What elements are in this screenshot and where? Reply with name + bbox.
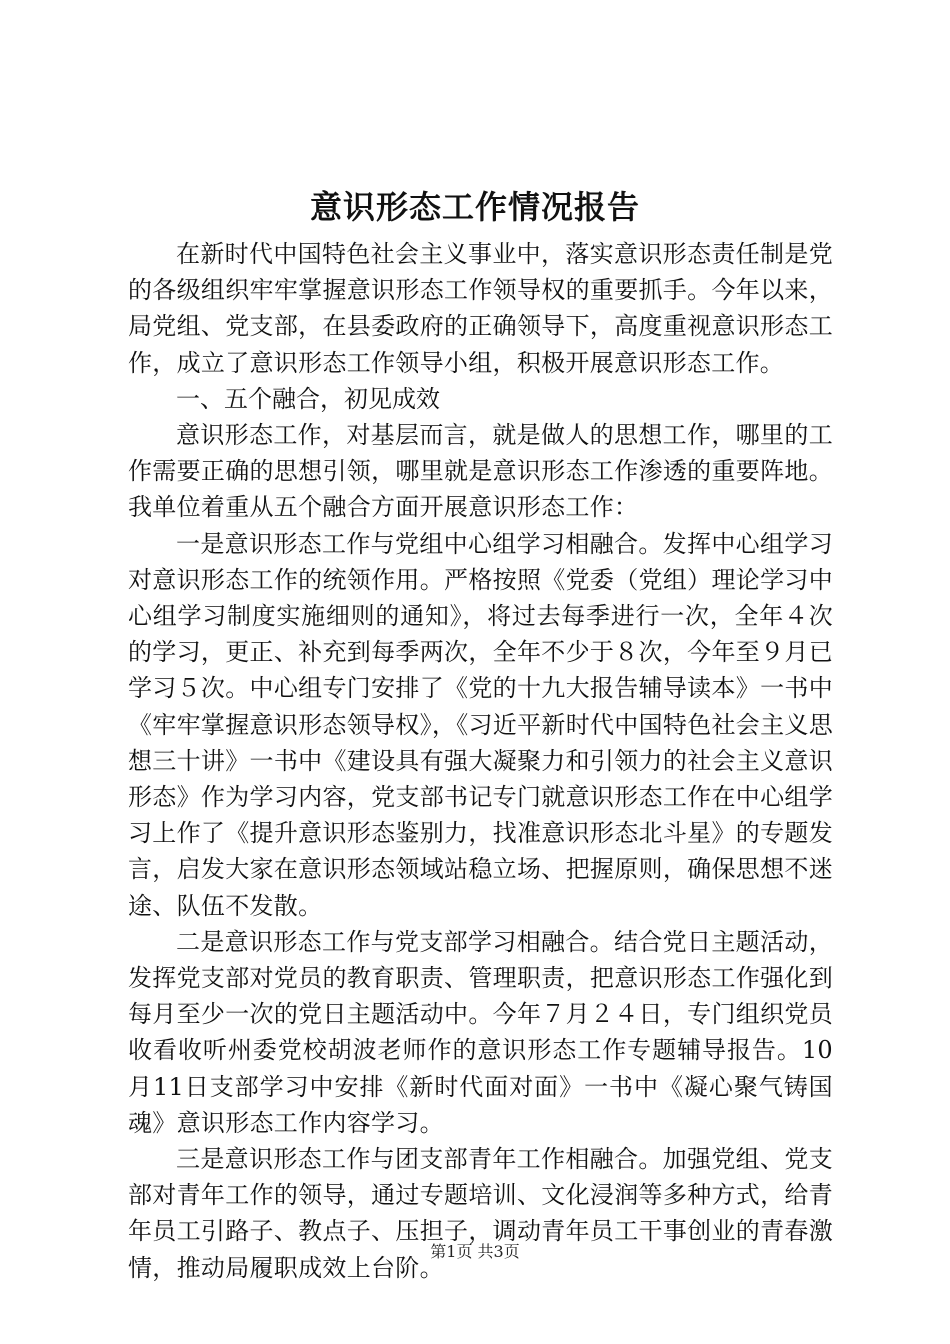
- fusion-item-3-paragraph: 三是意识形态工作与团支部青年工作相融合。加强党组、党支部对青年工作的领导，通过专题培训、文化浸润等多种方式，给青年员工引路子、教点子、压担子，调动青年员工干事创业的青春激情，推动局履职成效上台阶。: [128, 1145, 833, 1282]
- fusion-item-2-paragraph: 二是意识形态工作与党支部学习相融合。结合党日主题活动，发挥党支部对党员的教育职责、管理职责，把意识形态工作强化到每月至少一次的党日主题活动中。今年７月２４日，专门组织党员收看收听州委党校胡波老师作的意识形态工作专题辅导报告。10月11日支部学习中安排《新时代面对面》一书中《凝心聚气铸国魂》意识形态工作内容学习。: [128, 927, 833, 1137]
- section-heading: 一、五个融合，初见成效: [176, 384, 440, 413]
- section-intro-paragraph: 意识形态工作，对基层而言，就是做人的思想工作，哪里的工作需要正确的思想引领，哪里就是意识形态工作渗透的重要阵地。我单位着重从五个融合方面开展意识形态工作：: [128, 421, 833, 522]
- page-footer: 第1页 共3页: [430, 1242, 520, 1261]
- document-body: [128, 236, 833, 1286]
- document-title: 意识形态工作情况报告: [309, 188, 640, 226]
- intro-paragraph: 在新时代中国特色社会主义事业中，落实意识形态责任制是党的各级组织牢牢掌握意识形态工作领导权的重要抓手。今年以来，局党组、党支部，在县委政府的正确领导下，高度重视意识形态工作，成立了意识形态工作领导小组，积极开展意识形态工作。: [128, 240, 833, 377]
- fusion-item-1-paragraph: 一是意识形态工作与党组中心组学习相融合。发挥中心组学习对意识形态工作的统领作用。严格按照《党委（党组）理论学习中心组学习制度实施细则的通知》，将过去每季进行一次，全年４次的学习，更正、补充到每季两次，全年不少于８次，今年至９月已学习５次。中心组专门安排了《党的十九大报告辅导读本》一书中《牢牢掌握意识形态领导权》，《习近平新时代中国特色社会主义思想三十讲》一书中《建设具有强大凝聚力和引领力的社会主义意识形态》作为学习内容，党支部书记专门就意识形态工作在中心组学习上作了《提升意识形态鉴别力，找准意识形态北斗星》的专题发言，启发大家在意识形态领域站稳立场、把握原则，确保思想不迷途、队伍不发散。: [128, 529, 833, 920]
